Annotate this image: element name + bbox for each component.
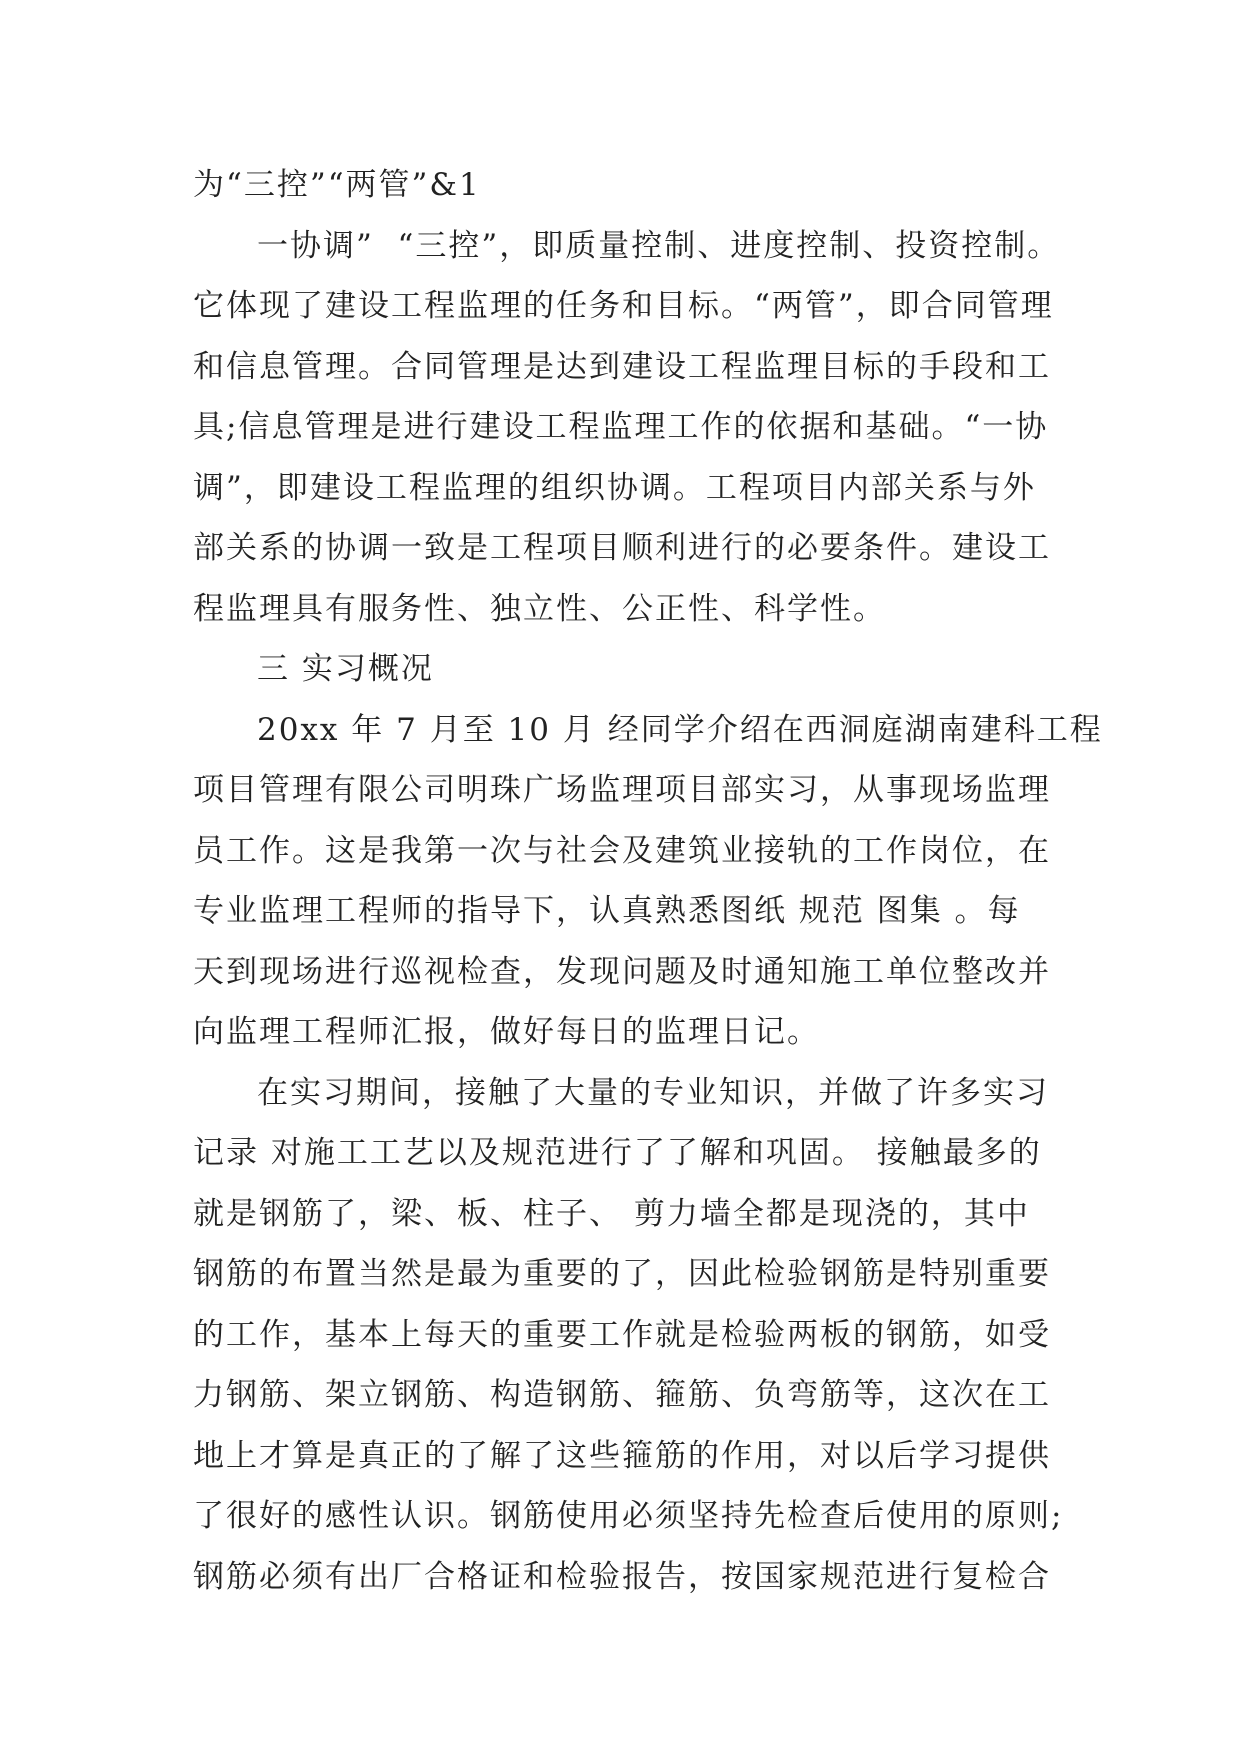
text-line: 就是钢筋了，梁、板、柱子、 剪力墙全都是现浇的，其中 [193, 1195, 1030, 1232]
text-line: 调”，即建设工程监理的组织协调。工程项目内部关系与外 [193, 469, 1036, 506]
text-line: 了很好的感性认识。钢筋使用必须坚持先检查后使用的原则; [193, 1498, 1064, 1534]
text-line: 项目管理有限公司明珠广场监理项目部实习，从事现场监理 [193, 772, 1051, 808]
text-line: 部关系的协调一致是工程项目顺利进行的必要条件。建设工 [193, 530, 1051, 566]
text-line: 在实习期间，接触了大量的专业知识，并做了许多实习 [257, 1074, 1049, 1111]
text-line: 力钢筋、架立钢筋、构造钢筋、箍筋、负弯筋等，这次在工 [193, 1377, 1051, 1413]
text-line: 向监理工程师汇报，做好每日的监理日记。 [193, 1014, 820, 1050]
text-line: 员工作。这是我第一次与社会及建筑业接轨的工作岗位，在 [193, 832, 1051, 869]
text-line: 为“三控”“两管”&1 [193, 167, 481, 203]
text-line: 钢筋必须有出厂合格证和检验报告，按国家规范进行复检合 [193, 1558, 1051, 1595]
text-line: 20xx 年 7 月至 10 月 经同学介绍在西洞庭湖南建科工程 [257, 711, 1103, 748]
text-line: 地上才算是真正的了解了这些箍筋的作用，对以后学习提供 [193, 1437, 1051, 1474]
text-line: 的工作，基本上每天的重要工作就是检验两板的钢筋，如受 [193, 1316, 1051, 1353]
text-line: 专业监理工程师的指导下，认真熟悉图纸 规范 图集 。每 [193, 893, 1021, 929]
text-line: 记录 对施工工艺以及规范进行了了解和巩固。 接触最多的 [193, 1135, 1042, 1171]
text-line: 天到现场进行巡视检查，发现问题及时通知施工单位整改并 [193, 953, 1051, 990]
section-heading: 三 实习概况 [257, 651, 434, 687]
text-line: 具;信息管理是进行建设工程监理工作的依据和基础。“一协 [193, 409, 1049, 445]
text-line: 程监理具有服务性、独立性、公正性、科学性。 [193, 590, 886, 627]
document-body [193, 155, 1103, 1607]
text-line: 钢筋的布置当然是最为重要的了，因此检验钢筋是特别重要 [193, 1256, 1051, 1292]
text-line: 一协调” “三控”，即质量控制、进度控制、投资控制。 [257, 227, 1061, 264]
text-line: 它体现了建设工程监理的任务和目标。“两管”，即合同管理 [193, 288, 1054, 324]
text-line: 和信息管理。合同管理是达到建设工程监理目标的手段和工 [193, 348, 1051, 385]
